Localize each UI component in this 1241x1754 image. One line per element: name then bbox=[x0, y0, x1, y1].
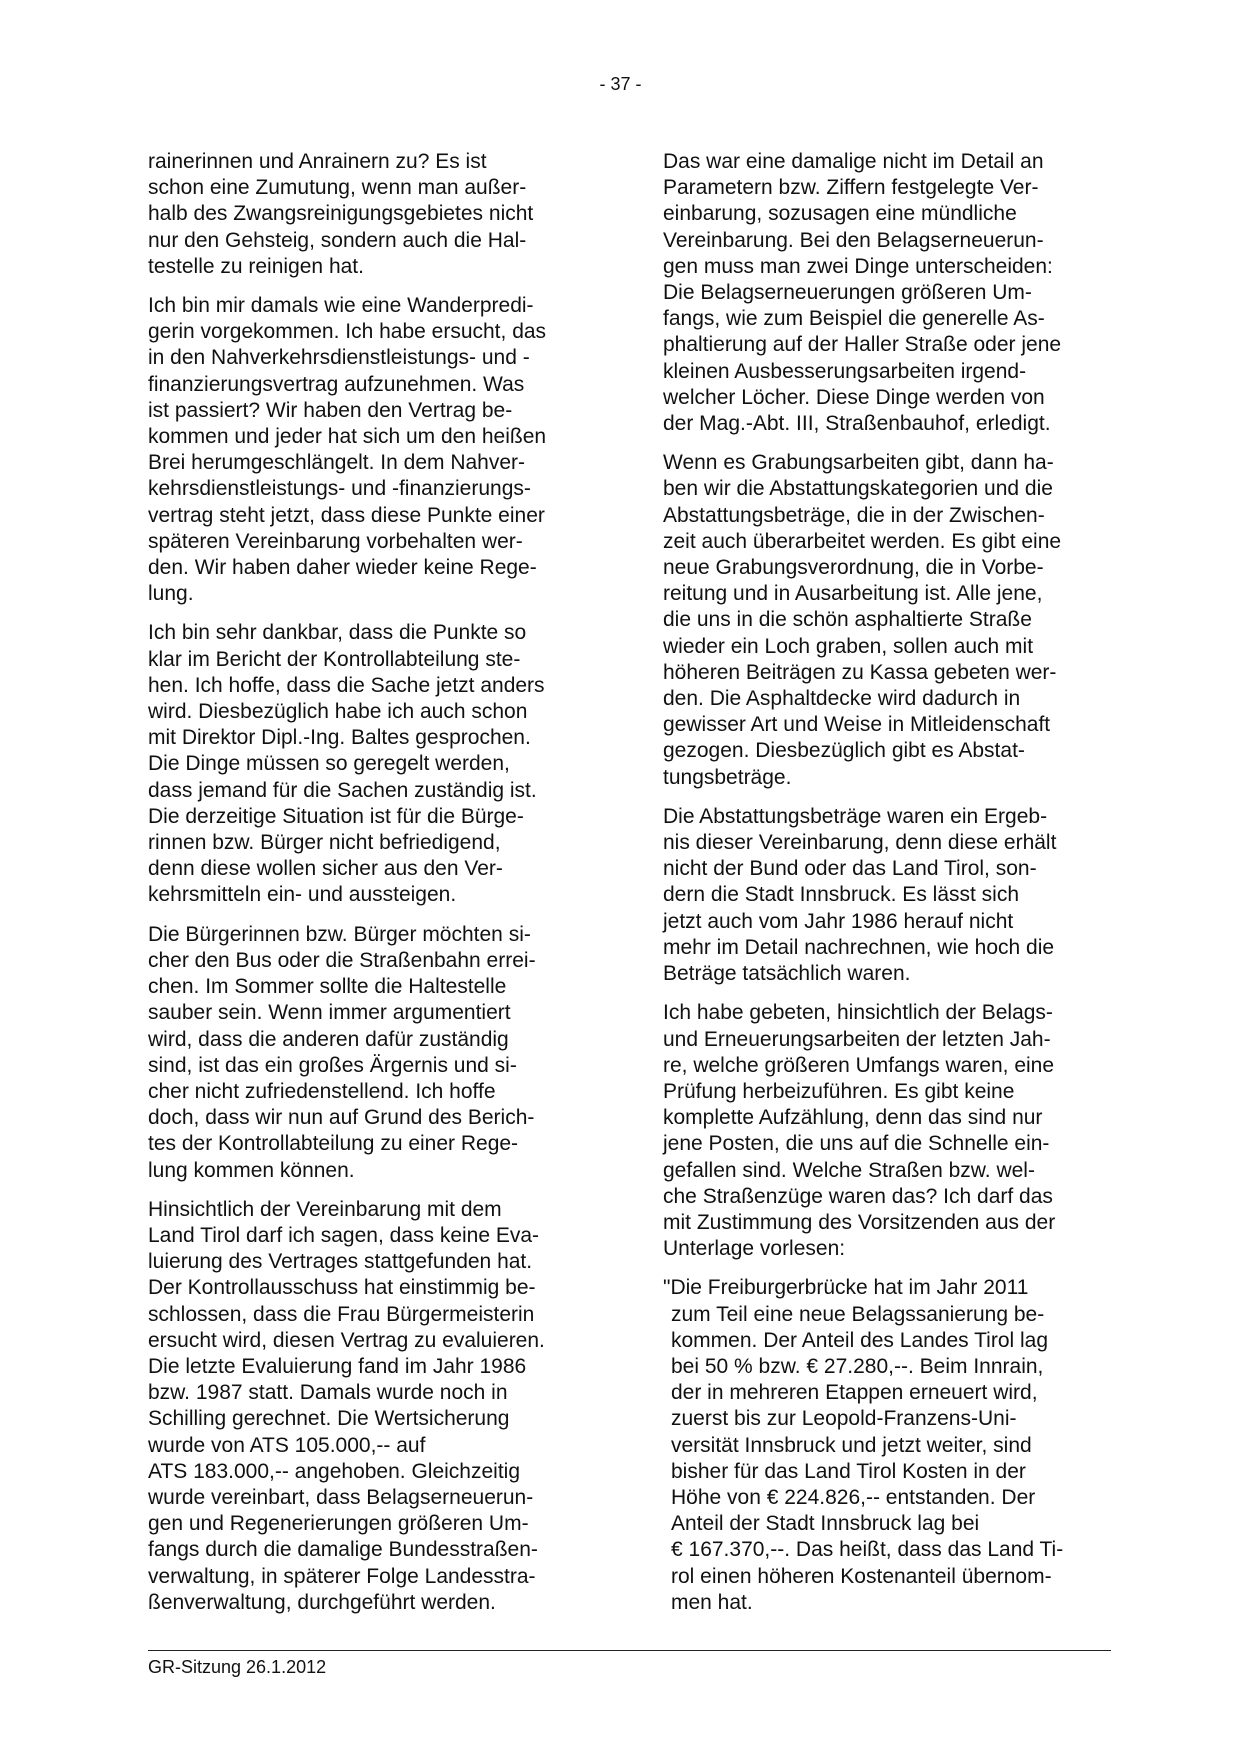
paragraph: Ich bin mir damals wie eine Wanderpredi- gerin vorgekommen. Ich habe ersucht, das in den Nahverkehrsdienstleistungs- und - finanzierungsvertrag aufzunehmen. Was ist passiert? Wir haben den Vertrag be- kommen und jeder hat sich um den heißen Brei herumgeschlängelt. In dem Nahver- kehrsdienstleistungs- und -finanzierungs- vertrag steht jetzt, dass diese Punkte einer späteren Vereinbarung vorbehalten wer- den. Wir haben daher wieder keine Rege- lung. bbox=[148, 294, 547, 606]
paragraph: Ich habe gebeten, hinsichtlich der Belags- und Erneuerungsarbeiten der letzten Jah- re, welche größeren Umfangs waren, eine Prüfung herbeizuführen. Es gibt keine komplette Aufzählung, denn das sind nur jene Posten, die uns auf die Schnelle ein- gefallen sind. Welche Straßen bzw. wel- che Straßenzüge waren das? Ich darf das mit Zustimmung des Vorsitzenden aus der Unterlage vorlesen: bbox=[663, 1001, 1056, 1261]
footer-divider bbox=[148, 1650, 1111, 1651]
left-column bbox=[148, 149, 596, 1629]
paragraph: Das war eine damalige nicht im Detail an Parametern bzw. Ziffern festgelegte Ver- einbarung, sozusagen eine mündliche Vereinbarung. Bei den Belagserneuerun- gen muss man zwei Dinge unterscheiden: Die Belagserneuerungen größeren Um- fangs, wie zum Beispiel die generelle As- phaltierung auf der Haller Straße oder jene kleinen Ausbesserungsarbeiten irgend- welcher Löcher. Diese Dinge werden von der Mag.-Abt. III, Straßenbauhof, erledigt. bbox=[663, 150, 1062, 436]
paragraph: Ich bin sehr dankbar, dass die Punkte so klar im Bericht der Kontrollabteilung ste- hen. Ich hoffe, dass die Sache jetzt anders wird. Diesbezüglich habe ich auch schon mit Direktor Dipl.-Ing. Baltes gesprochen. Die Dinge müssen so geregelt werden, dass jemand für die Sachen zuständig ist. Die derzeitige Situation ist für die Bürge- rinnen bzw. Bürger nicht befriedigend, denn diese wollen sicher aus den Ver- kehrsmitteln ein- und aussteigen. bbox=[148, 621, 545, 907]
paragraph: Wenn es Grabungsarbeiten gibt, dann ha- ben wir die Abstattungskategorien und die Abstattungsbeträge, die in der Zwischen- zeit auch überarbeitet werden. Es gibt eine neue Grabungsverordnung, die in Vorbe- reitung und in Ausarbeitung ist. Alle jene, die uns in die schön asphaltierte Straße wieder ein Loch graben, sollen auch mit höheren Beiträgen zu Kassa gebeten wer- den. Die Asphaltdecke wird dadurch in gewisser Art und Weise in Mitleidenschaft gezogen. Diesbezüglich gibt es Abstat- tungsbeträge. bbox=[663, 451, 1062, 789]
paragraph: Hinsichtlich der Vereinbarung mit dem Land Tirol darf ich sagen, dass keine Eva- luierung des Vertrages stattgefunden hat. Der Kontrollausschuss hat einstimmig be- schlossen, dass die Frau Bürgermeisterin ersucht wird, diesen Vertrag zu evaluieren. Die letzte Evaluierung fand im Jahr 1986 bzw. 1987 statt. Damals wurde noch in Schilling gerechnet. Die Wertsicherung wurde von ATS 105.000,-- auf ATS 183.000,-- angehoben. Gleichzeitig wurde vereinbart, dass Belagserneuerun- gen und Regenerierungen größeren Um- fangs durch die damalige Bundesstraßen- verwaltung, in späterer Folge Landesstra- ßenverwaltung, durchgeführt werden. bbox=[148, 1197, 545, 1614]
right-column bbox=[663, 149, 1113, 1629]
paragraph: Die Bürgerinnen bzw. Bürger möchten si- cher den Bus oder die Straßenbahn errei- chen. Im Sommer sollte die Haltestelle sauber sein. Wenn immer argumentiert wird, dass die anderen dafür zuständig sind, ist das ein großes Ärgernis und si- cher nicht zufriedenstellend. Ich hoffe doch, dass wir nun auf Grund des Berich- tes der Kontrollabteilung zu einer Rege- lung kommen können. bbox=[148, 922, 536, 1182]
footer-session-label: GR-Sitzung 26.1.2012 bbox=[148, 1657, 327, 1677]
paragraph: Die Abstattungsbeträge waren ein Ergeb- nis dieser Vereinbarung, denn diese erhält nicht der Bund oder das Land Tirol, son- dern die Stadt Innsbruck. Es lässt sich jetzt auch vom Jahr 1986 herauf nicht mehr im Detail nachrechnen, wie hoch die Beträge tatsächlich waren. bbox=[663, 804, 1057, 986]
page-number: - 37 - bbox=[599, 74, 642, 94]
paragraph: rainerinnen und Anrainern zu? Es ist schon eine Zumutung, wenn man außer- halb des Zwangsreinigungsgebietes nicht nur den Gehsteig, sondern auch die Hal- testelle zu reinigen hat. bbox=[148, 150, 534, 278]
quoted-passage: "Die Freiburgerbrücke hat im Jahr 2011 zum Teil eine neue Belagssanierung be- kommen. Der Anteil des Landes Tirol lag bei 50 % bzw. € 27.280,--. Beim Innrain, der in mehreren Etappen erneuert wird, zuerst bis zur Leopold-Franzens-Uni- versität Innsbruck und jetzt weiter, sind bisher für das Land Tirol Kosten in der Höhe von € 224.826,-- entstanden. Der Anteil der Stadt Innsbruck lag bei € 167.370,--. Das heißt, dass das Land Ti- rol einen höheren Kostenanteil übernom- men hat. bbox=[663, 1276, 1064, 1614]
